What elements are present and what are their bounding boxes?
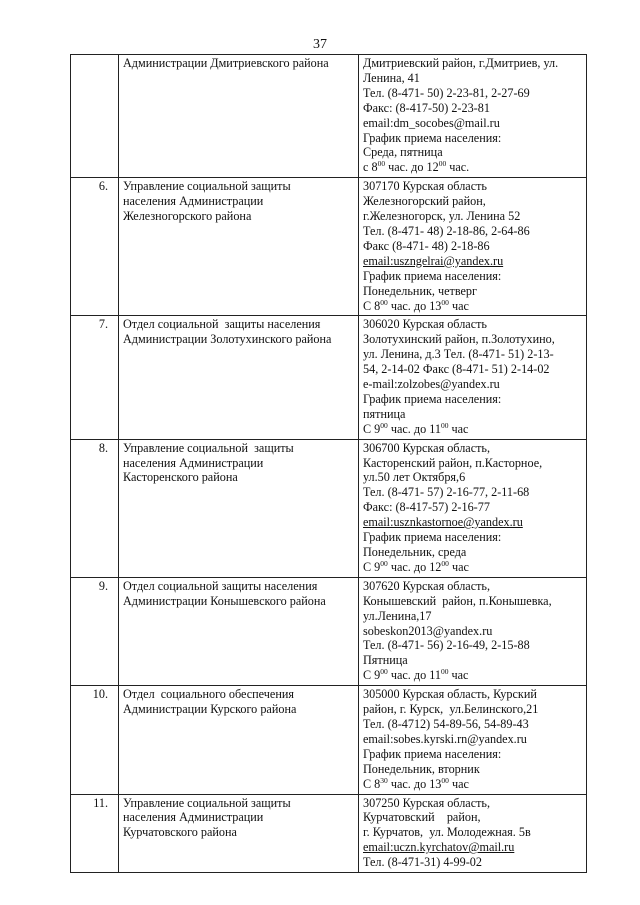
time-text: С 9 xyxy=(363,559,381,574)
time-text: час. до 13 xyxy=(387,776,442,791)
reception-hours xyxy=(363,668,583,683)
contact-line: Понедельник, вторник xyxy=(363,761,480,776)
organization-name-line: Администрации Дмитриевского района xyxy=(123,56,329,70)
row-number: 7. xyxy=(71,316,119,439)
contact-line: Тел. (8-471-31) 4-99-02 xyxy=(363,855,482,870)
time-text: С 9 xyxy=(363,668,381,683)
email-line: email:uszngelrai@yandex.ru xyxy=(363,253,504,268)
contacts-table xyxy=(70,54,587,873)
time-minutes: 00 xyxy=(380,667,388,677)
time-text: С 8 xyxy=(363,776,381,791)
contact-line: Курчатовский район, xyxy=(363,810,481,825)
email-line: email:sobes.kyrski.rn@yandex.ru xyxy=(363,731,527,746)
contact-line: Ленина, 41 xyxy=(363,70,420,85)
row-number xyxy=(71,55,119,178)
contact-line: район, г. Курск, ул.Белинского,21 xyxy=(363,702,539,717)
email-line: sobeskon2013@yandex.ru xyxy=(363,623,493,638)
organization-name-line: населения Администрации xyxy=(123,194,264,209)
reception-hours xyxy=(363,422,583,437)
time-text: час. xyxy=(446,160,470,175)
time-text: час. до 13 xyxy=(387,298,442,313)
organization-name-line: населения Администрации xyxy=(123,455,264,470)
row-number: 10. xyxy=(71,686,119,794)
organization-name-line: Касторенского района xyxy=(123,470,238,485)
row-number: 9. xyxy=(71,577,119,685)
contact-line: ул.50 лет Октября,6 xyxy=(363,470,466,485)
contact-details-cell xyxy=(359,55,587,178)
reception-hours xyxy=(363,160,583,175)
organization-name-line: Администрации Конышевского района xyxy=(123,593,326,608)
table-row xyxy=(71,55,587,178)
contact-line: График приема населения: xyxy=(363,391,502,406)
organization-cell xyxy=(119,794,359,873)
organization-name-line: Курчатовского района xyxy=(123,825,237,840)
organization-cell xyxy=(119,686,359,794)
row-number: 11. xyxy=(71,794,119,873)
contact-line: Понедельник, четверг xyxy=(363,283,478,298)
organization-name-line: Отдел социальной защиты населения xyxy=(123,578,318,593)
time-text: С 9 xyxy=(363,421,381,436)
contact-line: 305000 Курская область, Курский xyxy=(363,687,537,702)
contact-line: Тел. (8-471- 57) 2-16-77, 2-11-68 xyxy=(363,485,530,500)
contact-line: График приема населения: xyxy=(363,268,502,283)
time-text: час xyxy=(448,668,469,683)
organization-name-line: Администрации Курского района xyxy=(123,702,297,717)
contact-line: Касторенский район, п.Касторное, xyxy=(363,455,543,470)
time-text: час. до 12 xyxy=(385,160,439,175)
reception-hours xyxy=(363,560,583,575)
time-minutes: 00 xyxy=(380,558,388,568)
organization-cell xyxy=(119,577,359,685)
email-line: e-mail:zolzobes@yandex.ru xyxy=(363,377,500,392)
contact-line: 54, 2-14-02 Факс (8-471- 51) 2-14-02 xyxy=(363,362,550,377)
contact-line: Конышевский район, п.Конышевка, xyxy=(363,593,552,608)
organization-name-line: Управление социальной защиты xyxy=(123,795,291,810)
contact-line: г.Железногорск, ул. Ленина 52 xyxy=(363,209,521,224)
contact-line: Тел. (8-471- 50) 2-23-81, 2-27-69 xyxy=(363,85,530,100)
row-number: 8. xyxy=(71,439,119,577)
row-number: 6. xyxy=(71,178,119,316)
contact-line: Пятница xyxy=(363,653,408,668)
organization-name-line: населения Администрации xyxy=(123,810,264,825)
table-row xyxy=(71,439,587,577)
organization-name-line: Управление социальной защиты xyxy=(123,440,294,455)
reception-hours xyxy=(363,299,583,314)
contact-line: График приема населения: xyxy=(363,530,502,545)
contact-line: Факс: (8-417-50) 2-23-81 xyxy=(363,100,490,115)
organization-name-line: Управление социальной защиты xyxy=(123,179,291,194)
organization-name-line: Отдел социальной защиты населения xyxy=(123,317,321,332)
email-line: email:dm_socobes@mail.ru xyxy=(363,115,500,130)
page-number: 37 xyxy=(313,37,327,52)
contact-line: пятница xyxy=(363,406,406,421)
contact-line: Факс: (8-417-57) 2-16-77 xyxy=(363,500,490,515)
contact-line: Факс (8-471- 48) 2-18-86 xyxy=(363,238,490,253)
time-text: час xyxy=(448,421,469,436)
table-row xyxy=(71,316,587,439)
contact-line: Тел. (8-4712) 54-89-56, 54-89-43 xyxy=(363,716,529,731)
time-minutes: 00 xyxy=(440,667,449,677)
organization-name-line: Отдел социального обеспечения xyxy=(123,687,294,702)
contact-line: Среда, пятница xyxy=(363,145,443,160)
contact-line: Железногорский район, xyxy=(363,194,486,209)
time-minutes: 00 xyxy=(441,775,449,785)
time-minutes: 00 xyxy=(441,558,449,568)
time-minutes: 00 xyxy=(380,297,388,307)
contact-line: 307620 Курская область, xyxy=(363,578,491,593)
time-minutes: 00 xyxy=(441,297,449,307)
contact-details-cell xyxy=(359,316,587,439)
organization-cell xyxy=(119,178,359,316)
organization-cell xyxy=(119,55,359,178)
contact-line: 306700 Курская область, xyxy=(363,440,491,455)
contact-details-cell xyxy=(359,577,587,685)
table-row xyxy=(71,577,587,685)
time-text: час xyxy=(448,776,469,791)
contact-line: Золотухинский район, п.Золотухино, xyxy=(363,332,555,347)
contact-line: Тел. (8-471- 56) 2-16-49, 2-15-88 xyxy=(363,638,530,653)
time-text: час. до 11 xyxy=(387,668,441,683)
contact-details-cell xyxy=(359,439,587,577)
contact-line: График приема населения: xyxy=(363,130,502,145)
organization-name-line: Администрации Золотухинского района xyxy=(123,332,332,347)
time-minutes: 00 xyxy=(438,159,447,169)
time-minutes: 00 xyxy=(440,420,449,430)
organization-cell xyxy=(119,439,359,577)
time-text: час. до 12 xyxy=(387,559,442,574)
contact-line: ул. Ленина, д.3 Тел. (8-471- 51) 2-13- xyxy=(363,347,554,362)
contact-line: Понедельник, среда xyxy=(363,545,467,559)
contact-line: 306020 Курская область xyxy=(363,317,487,332)
contact-details-cell xyxy=(359,794,587,873)
time-minutes: 00 xyxy=(380,420,388,430)
time-text: С 8 xyxy=(363,298,381,313)
contact-line: г. Курчатов, ул. Молодежная. 5в xyxy=(363,825,531,840)
contact-line: 307170 Курская область xyxy=(363,179,487,194)
email-line: email:uczn.kyrchatov@mail.ru xyxy=(363,840,515,855)
table-row xyxy=(71,794,587,873)
contact-line: 307250 Курская область, xyxy=(363,795,491,810)
contact-line: Дмитриевский район, г.Дмитриев, ул. xyxy=(363,56,559,70)
table-row xyxy=(71,178,587,316)
time-text: с 8 xyxy=(363,160,378,175)
table-body xyxy=(71,55,587,873)
organization-cell xyxy=(119,316,359,439)
time-text: час. до 11 xyxy=(387,421,441,436)
contact-details-cell xyxy=(359,686,587,794)
contact-line: ул.Ленина,17 xyxy=(363,608,432,623)
contact-line: График приема населения: xyxy=(363,746,502,761)
reception-hours xyxy=(363,777,583,792)
contact-line: Тел. (8-471- 48) 2-18-86, 2-64-86 xyxy=(363,223,530,238)
time-minutes: 30 xyxy=(380,775,388,785)
contact-details-cell xyxy=(359,178,587,316)
time-text: час xyxy=(448,559,469,574)
time-text: час xyxy=(448,298,469,313)
table-row xyxy=(71,686,587,794)
organization-name-line: Железногорского района xyxy=(123,209,252,224)
time-minutes: 00 xyxy=(377,159,386,169)
email-line: email:usznkastornoe@yandex.ru xyxy=(363,515,523,530)
